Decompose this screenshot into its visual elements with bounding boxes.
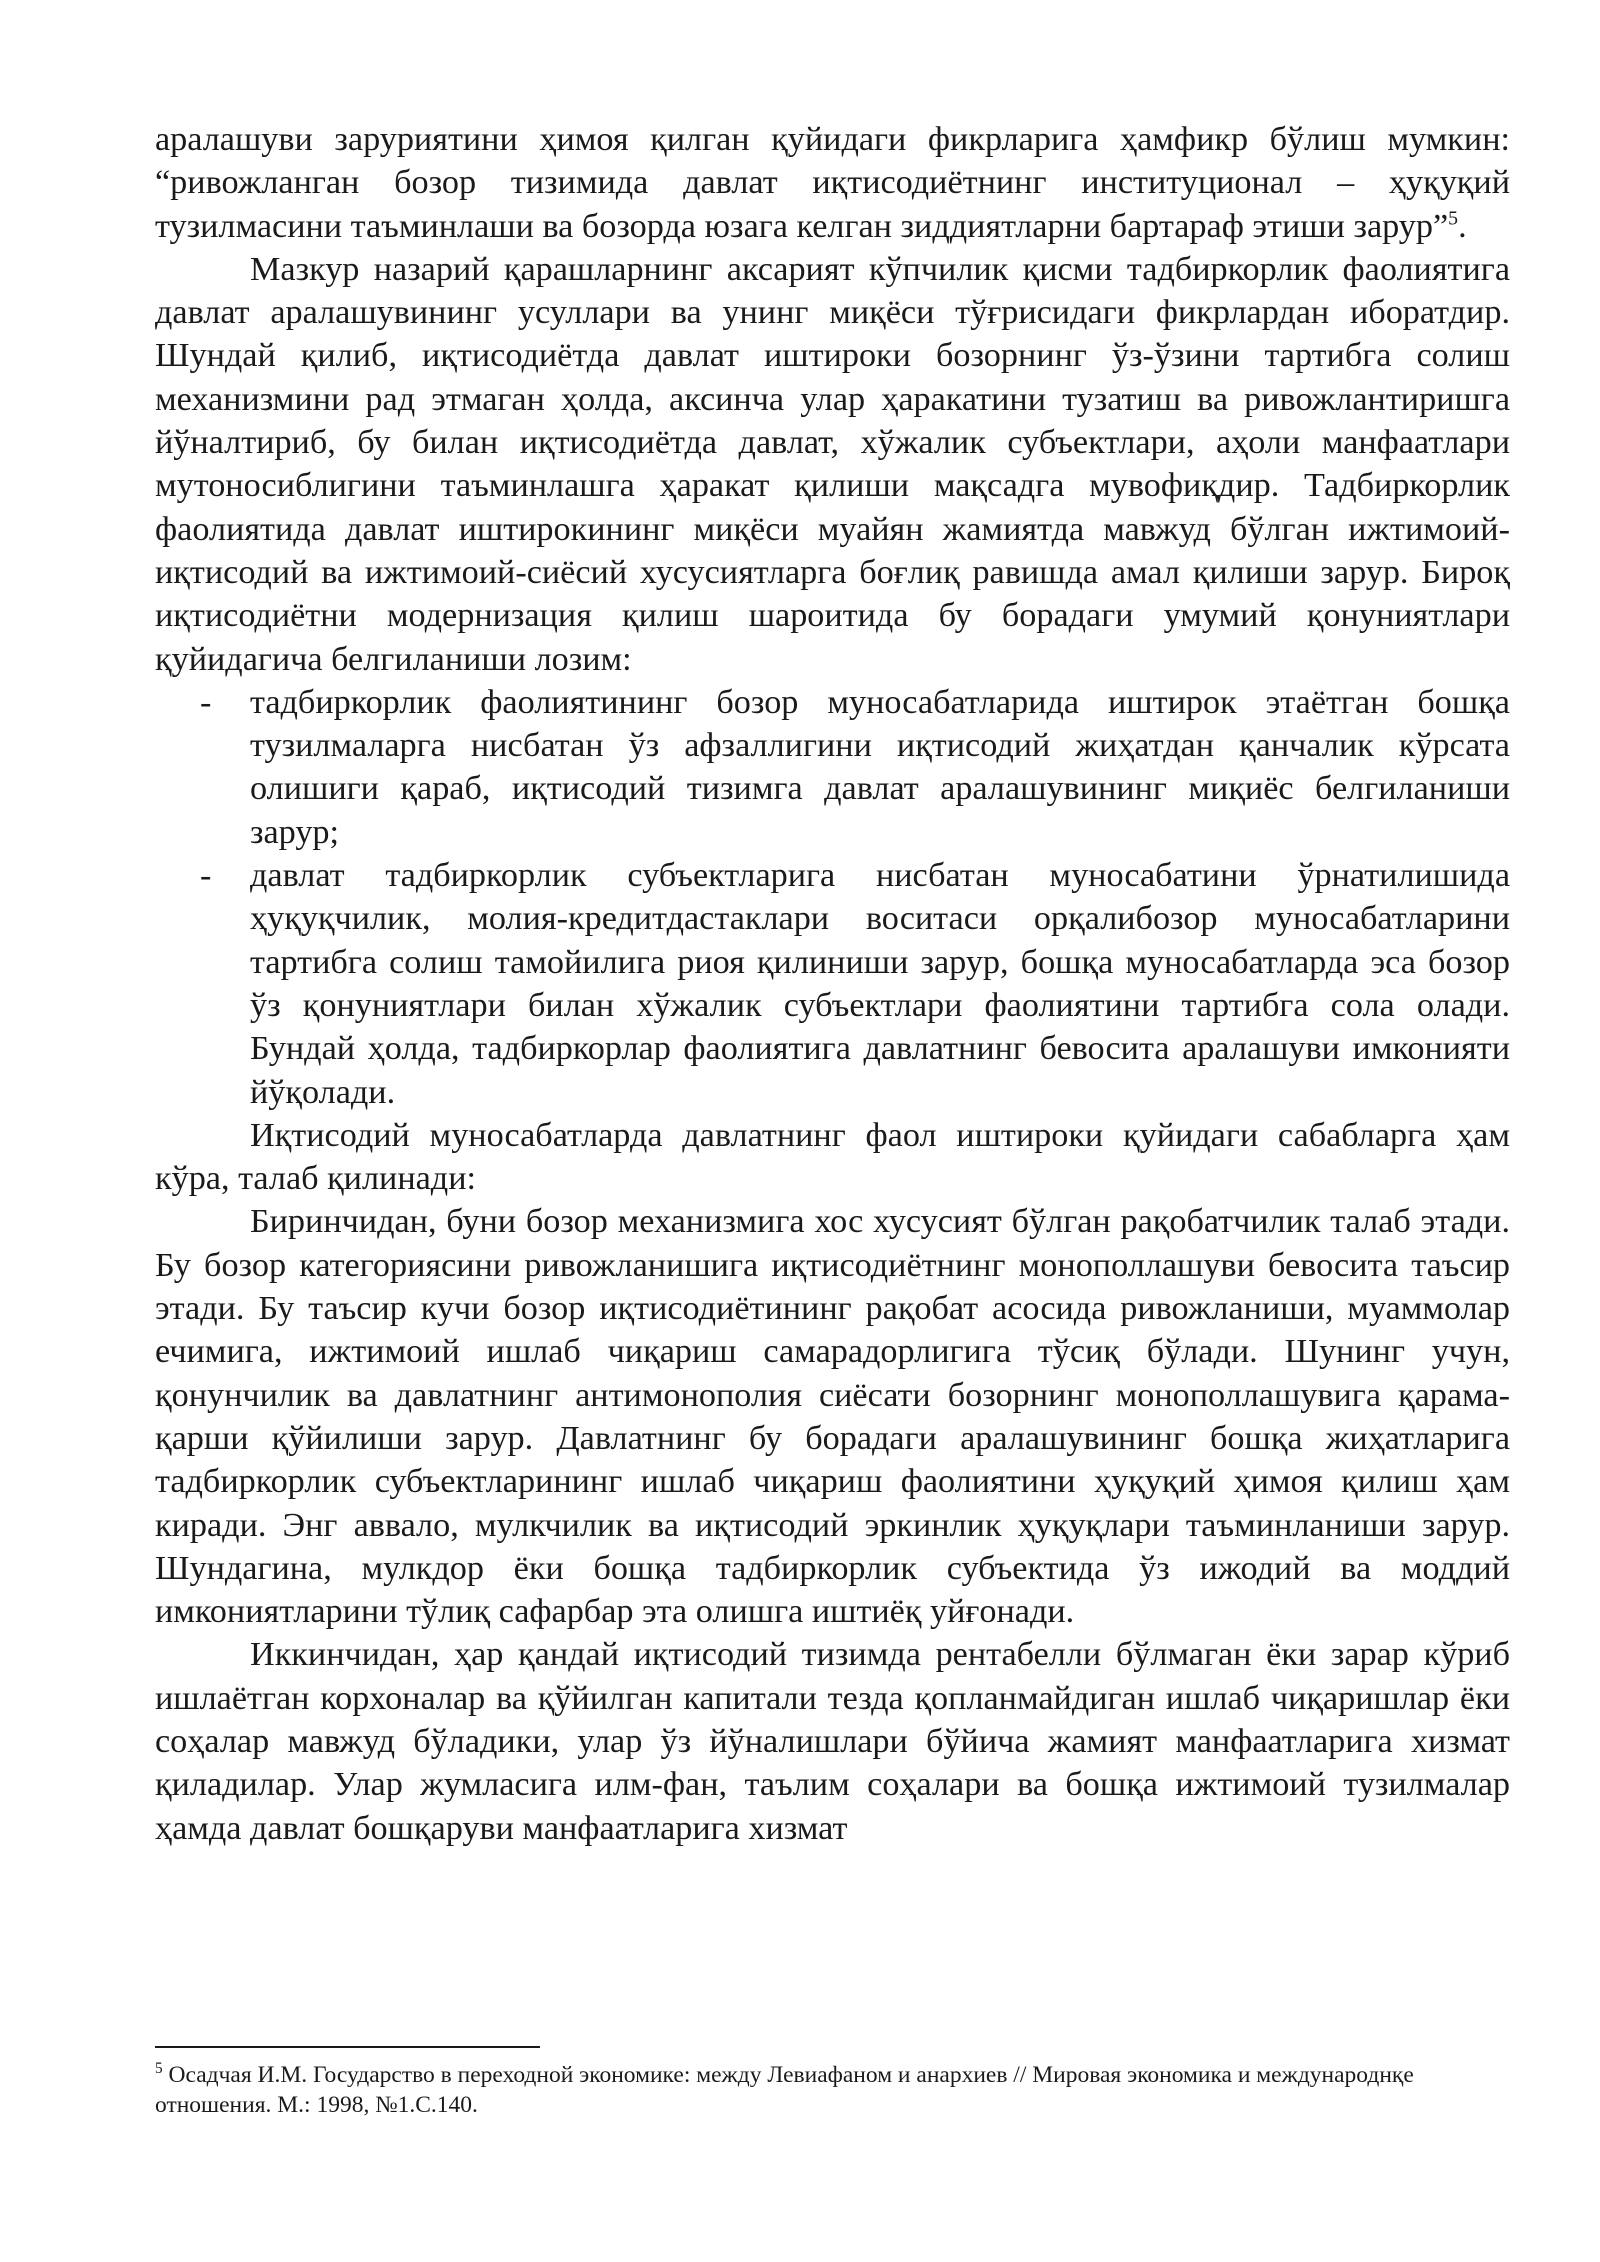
- dash-list: [155, 681, 1510, 1114]
- list-item-text: тадбиркорлик фаолиятининг бозор муносабатларида иштирок этаётган бошқа тузилмаларга нисбатан ўз афзаллигини иқтисодий жиҳатдан қанчалик кўрсата олишиги қараб, иқтисодий тизимга давлат аралашувининг миқиёс белгиланиши зарур;: [250, 683, 1510, 851]
- paragraph-1: [155, 118, 1510, 248]
- footnote-number: 5: [155, 2060, 163, 2078]
- list-item: [200, 681, 1510, 854]
- paragraph-1-text: аралашуви заруриятини ҳимоя қилган қуйидаги фикрларига ҳамфикр бўлиш мумкин: “ривожланган бозор тизимида давлат иқтисодиётнинг институционал – ҳуқуқий тузилмасини таъминлаши ва бозорда юзага келган зиддиятларни бартараф этиши зарур”: [155, 121, 1510, 245]
- paragraph-1-end: .: [1458, 207, 1467, 245]
- list-dash-marker: -: [200, 683, 212, 721]
- paragraph-4: Биринчидан, буни бозор механизмига хос хусусият бўлган рақобатчилик талаб этади. Бу бозор категориясини ривожланишига иқтисодиётнинг монополлашуви бевосита таъсир этади. Бу таъсир кучи бозор иқтисодиётининг рақобат асосида ривожланиши, муаммолар ечимига, ижтимоий ишлаб чиқариш самарадорлигига тўсиқ бўлади. Шунинг учун, қонунчилик ва давлатнинг антимонополия сиёсати бозорнинг монополлашувига қарама-қарши қўйилиши зарур. Давлатнинг бу борадаги аралашувининг бошқа жиҳатларига тадбиркорлик субъектларининг ишлаб чиқариш фаолиятини ҳуқуқий ҳимоя қилиш ҳам киради. Энг аввало, мулкчилик ва иқтисодий эркинлик ҳуқуқлари таъминланиши зарур. Шундагина, мулкдор ёки бошқа тадбиркорлик субъектида ўз ижодий ва моддий имкониятларини тўлиқ сафарбар эта олишга иштиёқ уйғонади.: [155, 1203, 1510, 1631]
- paragraph-3: Иқтисодий муносабатларда давлатнинг фаол иштироки қуйидаги сабабларга ҳам кўра, талаб қилинади:: [155, 1116, 1510, 1198]
- paragraph-2: Мазкур назарий қарашларнинг аксарият кўпчилик қисми тадбиркорлик фаолиятига давлат аралашувининг усуллари ва унинг миқёси тўғрисидаги фикрлардан иборатдир. Шундай қилиб, иқтисодиётда давлат иштироки бозорнинг ўз-ўзини тартибга солиш механизмини рад этмаган ҳолда, аксинча улар ҳаракатини тузатиш ва ривожлантиришга йўналтириб, бу билан иқтисодиётда давлат, хўжалик субъектлари, аҳоли манфаатлари мутоносиблигини таъминлашга ҳаракат қилиши мақсадга мувофиқдир. Тадбиркорлик фаолиятида давлат иштирокининг миқёси муайян жамиятда мавжуд бўлган ижтимоий-иқтисодий ва ижтимоий-сиёсий хусусиятларга боғлиқ равишда амал қилиши зарур. Бироқ иқтисодиётни модернизация қилиш шароитида бу борадаги умумий қонуниятлари қуйидагича белгиланиши лозим:: [155, 250, 1510, 678]
- paragraph-5: Иккинчидан, ҳар қандай иқтисодий тизимда рентабелли бўлмаган ёки зарар кўриб ишлаётган корхоналар ва қўйилган капитали тезда қопланмайдиган ишлаб чиқаришлар ёки соҳалар мавжуд бўладики, улар ўз йўналишлари бўйича жамият манфаатларига хизмат қиладилар. Улар жумласига илм-фан, таълим соҳалари ва бошқа ижтимоий тузилмалар ҳамда давлат бошқаруви манфаатларига хизмат: [155, 1636, 1510, 1847]
- footnote-reference[interactable]: 5: [1448, 207, 1459, 230]
- document-body: [155, 118, 1510, 1850]
- footnote-separator: [155, 2046, 540, 2048]
- list-dash-marker: -: [200, 857, 212, 895]
- footnote: [155, 2060, 1510, 2120]
- footnote-text: Осадчая И.М. Государство в переходной экономике: между Левиафаном и анархиев // Мировая экономика и международнқе отношения. М.: 1998, №1.С.140.: [155, 2062, 1414, 2118]
- list-item: [200, 854, 1510, 1114]
- list-item-text: давлат тадбиркорлик субъектларига нисбатан муносабатини ўрнатилишида ҳуқуқчилик, молия-кредитдастаклари воситаси орқалибозор муносабатларини тартибга солиш тамойилига риоя қилиниши зарур, бошқа муносабатларда эса бозор ўз қонуниятлари билан хўжалик субъектлари фаолиятини тартибга сола олади. Бундай ҳолда, тадбиркорлар фаолиятига давлатнинг бевосита аралашуви имконияти йўқолади.: [250, 857, 1510, 1111]
